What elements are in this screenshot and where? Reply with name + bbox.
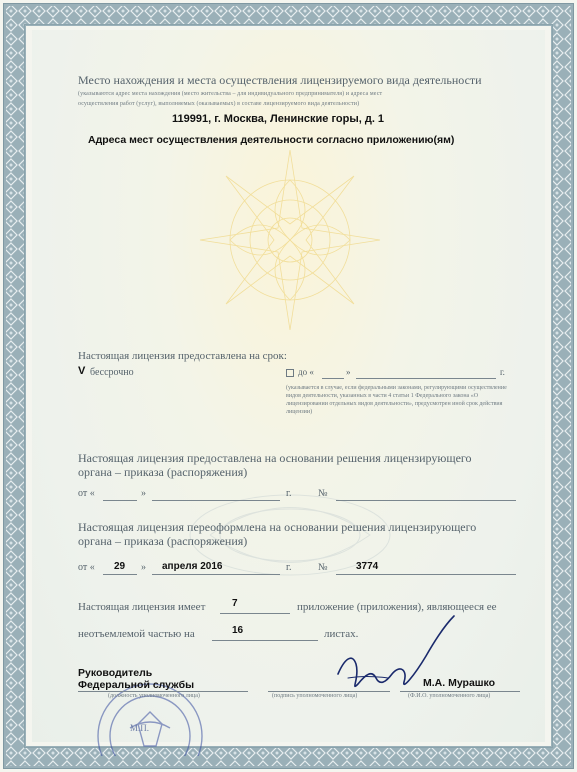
label-signature: (подпись уполномоченного лица)	[272, 693, 358, 699]
reissue-day: 29	[114, 561, 126, 572]
stamp-mark: М.П.	[130, 723, 150, 733]
name-line	[400, 691, 520, 692]
basis-text-1: Настоящая лицензия предоставлена на основании решения лицензирующего	[78, 451, 472, 465]
term-indefinite: бессрочно	[90, 367, 134, 378]
reissue-num-label: №	[318, 562, 328, 573]
reissue-number: 3774	[356, 561, 379, 572]
reissue-year: г.	[286, 562, 292, 573]
signer-position-line2: Федеральной службы	[78, 679, 195, 691]
label-position: (должность уполномоченного лица)	[108, 693, 200, 699]
rosette-watermark	[180, 140, 400, 340]
appendix-count: 7	[232, 598, 238, 609]
term-label: Настоящая лицензия предоставлена на срок:	[78, 350, 287, 362]
location-heading: Место нахождения и места осуществления лицензируемого вида деятельности	[78, 73, 482, 87]
basis-num-label: №	[318, 488, 328, 499]
location-note-line2: осуществления работ (услуг), выполняемых (оказываемых) в составе лицензируемого вида деятельности)	[78, 101, 360, 107]
until-checkbox	[286, 369, 294, 377]
appendix-sheets-line	[212, 640, 318, 641]
appendix-count-line	[220, 613, 290, 614]
basis-date-line	[152, 500, 280, 501]
until-close: »	[346, 367, 351, 377]
signer-position-line1: Руководитель	[78, 667, 153, 679]
until-date-line	[356, 378, 496, 379]
reissue-text-1: Настоящая лицензия переоформлена на основании решения лицензирующего	[78, 520, 477, 534]
reissue-from-prefix: от «	[78, 562, 95, 573]
signature-line	[268, 691, 390, 692]
reissue-number-line	[336, 574, 516, 575]
until-prefix: до «	[298, 367, 314, 377]
appendix-sheets: 16	[232, 625, 244, 636]
signer-name: М.А. Мурашко	[423, 677, 496, 689]
basis-number-line	[336, 500, 516, 501]
reissue-from-close: »	[141, 562, 146, 573]
label-name: (Ф.И.О. уполномоченного лица)	[408, 693, 491, 699]
reissue-month-year: апреля 2016	[162, 561, 223, 572]
basis-text-2: органа – приказа (распоряжения)	[78, 465, 248, 479]
addresses-note: Адреса мест осуществления деятельности согласно приложению(ям)	[88, 134, 455, 146]
reissue-date-line	[152, 574, 280, 575]
location-note-line1: (указываются адрес места нахождения (место жительства – для индивидуального предпринимателя) и адреса мест	[78, 91, 383, 97]
appendix-text-2b: листах.	[324, 628, 359, 640]
basis-from-close: »	[141, 488, 146, 499]
reissue-day-line	[103, 574, 137, 575]
term-note: (указывается в случае, если федеральными законами, регулирующими осуществление видов деятельности, указанных в части 4 статьи 1 Федерального закона «О лицензировании отдельных видов деятельности», предусмотрен иной срок действия лицензии)	[286, 385, 507, 415]
until-year: г.	[500, 367, 505, 377]
until-day-line	[322, 378, 344, 379]
appendix-text-2a: неотъемлемой частью на	[78, 628, 195, 640]
address-value: 119991, г. Москва, Ленинские горы, д. 1	[172, 113, 385, 125]
position-line	[78, 691, 248, 692]
basis-year: г.	[286, 488, 292, 499]
basis-from-prefix: от «	[78, 488, 95, 499]
check-mark: V	[78, 365, 86, 377]
appendix-text-1a: Настоящая лицензия имеет	[78, 601, 206, 613]
appendix-text-1b: приложение (приложения), являющееся ее	[297, 601, 497, 613]
reissue-text-2: органа – приказа (распоряжения)	[78, 534, 248, 548]
basis-day-line	[103, 500, 137, 501]
